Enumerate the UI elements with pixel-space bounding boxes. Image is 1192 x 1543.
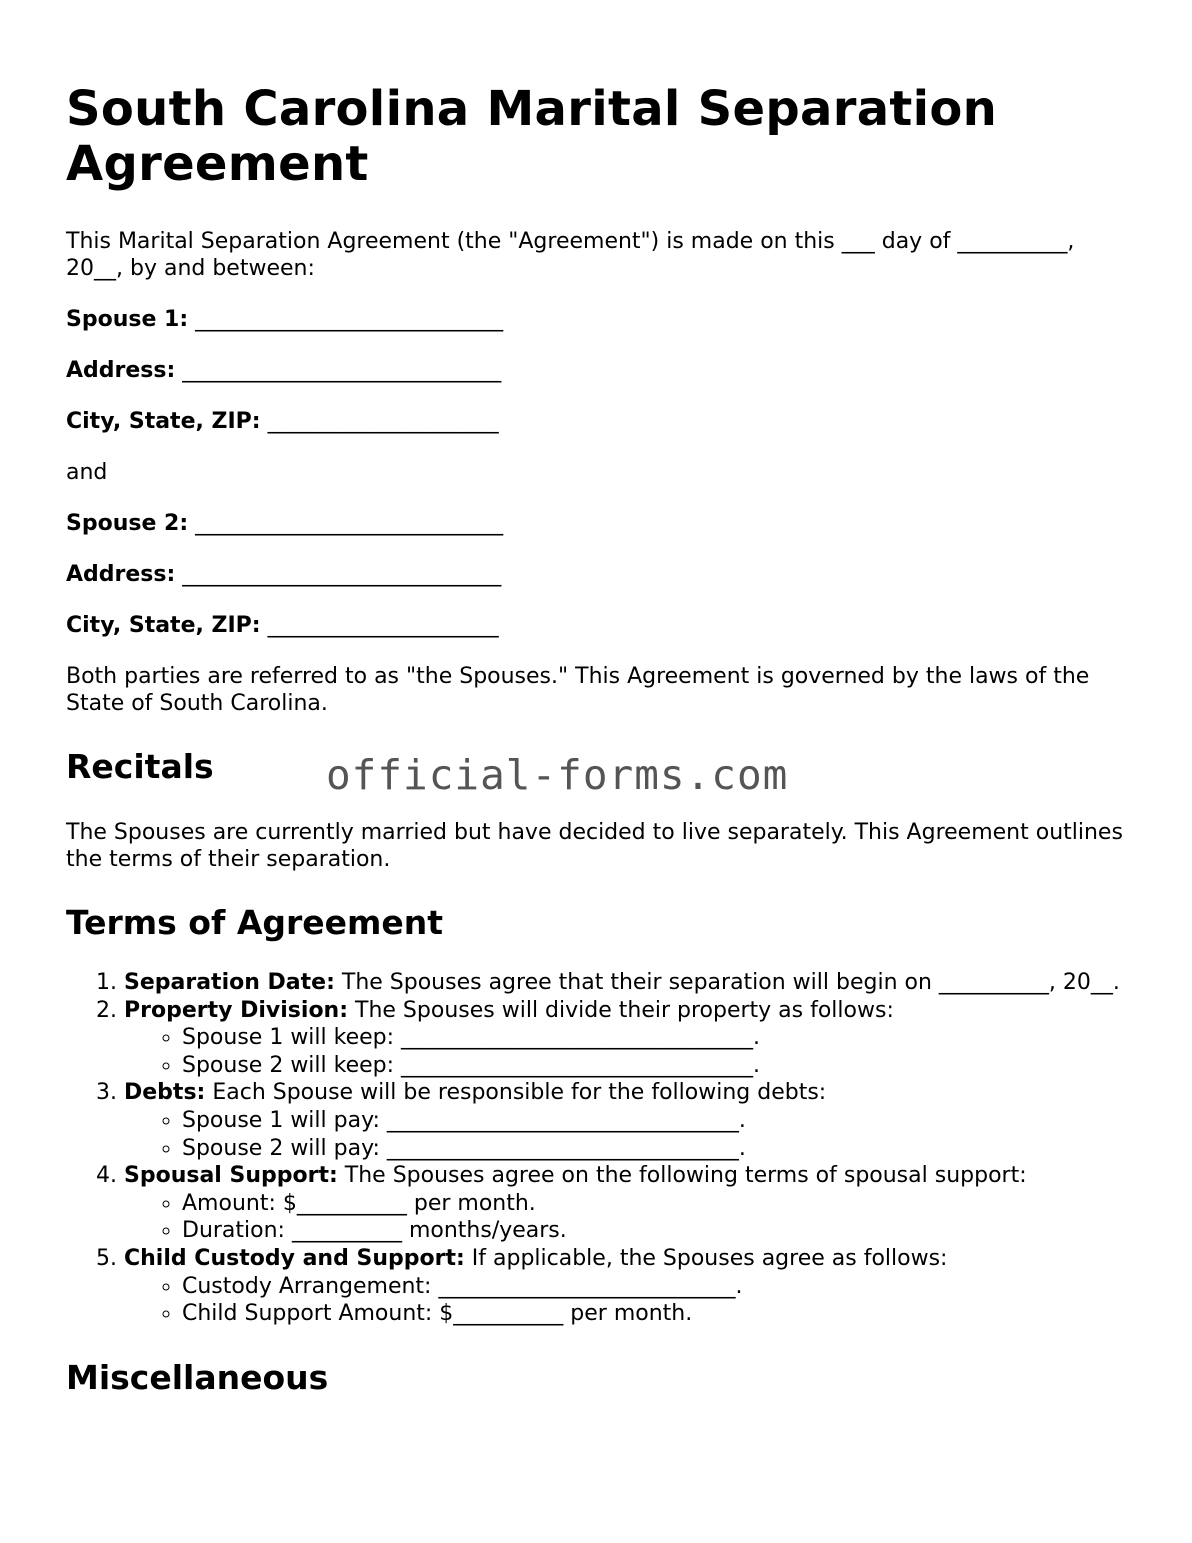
subitem: ◦ Spouse 2 will pay: ________________________________. (182, 1135, 1126, 1163)
spouse2-address-blank: _____________________________ (182, 562, 502, 587)
term-label: Separation Date: (124, 970, 335, 995)
subitem: ◦ Child Support Amount: $__________ per month. (182, 1300, 1126, 1328)
spouse1-city-field (66, 408, 1126, 435)
term-item-property-division (124, 997, 1126, 1080)
spouse2-city-label: City, State, ZIP: (66, 613, 261, 638)
term-item-child-custody (124, 1245, 1126, 1328)
and-text: and (66, 460, 108, 485)
spouse1-name-blank: ____________________________ (195, 307, 504, 332)
spouse1-address-label: Address: (66, 358, 176, 383)
spouse2-name-label: Spouse 2: (66, 511, 189, 536)
term-subitems (124, 1107, 1126, 1162)
term-subitems (124, 1190, 1126, 1245)
term-text: The Spouses agree that their separation will begin on __________, 20__. (334, 970, 1120, 995)
term-label: Child Custody and Support: (124, 1245, 465, 1271)
terms-heading: Terms of Agreement (66, 903, 444, 942)
document-page (66, 82, 1126, 1398)
spouse1-name-label: Spouse 1: (66, 307, 189, 332)
subitem: ◦ Custody Arrangement: ___________________________. (182, 1273, 1126, 1301)
misc-heading: Miscellaneous (66, 1357, 329, 1397)
term-label: Spousal Support: (124, 1163, 338, 1189)
recitals-heading: Recitals (66, 747, 214, 786)
intro-paragraph: This Marital Separation Agreement (the "Agreement") is made on this ___ day of __________, 20__, by and between: (66, 229, 1075, 281)
term-text: The Spouses agree on the following terms of spousal support: (337, 1163, 1027, 1189)
term-item-debts (124, 1079, 1126, 1162)
terms-list (66, 969, 1126, 1328)
subitem: ◦ Spouse 1 will pay: ________________________________. (182, 1107, 1126, 1135)
term-label: Debts: (124, 1080, 206, 1106)
spouse2-name-blank: ____________________________ (195, 511, 504, 536)
subitem: ◦ Spouse 2 will keep: ________________________________. (182, 1052, 1126, 1080)
recitals-paragraph: The Spouses are currently married but have decided to live separately. This Agreement outlines the terms of their separation. (66, 820, 1123, 872)
spouse2-name-field (66, 510, 1126, 537)
term-subitems (124, 1273, 1126, 1328)
subitem: ◦ Duration: __________ months/years. (182, 1217, 1126, 1245)
term-text: If applicable, the Spouses agree as follows: (464, 1245, 948, 1271)
spouse2-city-field (66, 612, 1126, 639)
spouse1-address-field (66, 357, 1126, 384)
spouse2-address-label: Address: (66, 562, 176, 587)
parties-paragraph: Both parties are referred to as "the Spouses." This Agreement is governed by the laws of the State of South Carolina. (66, 664, 1090, 716)
term-text: Each Spouse will be responsible for the following debts: (205, 1080, 827, 1106)
spouse2-city-blank: _____________________ (267, 613, 499, 638)
recitals-header-row (66, 747, 1126, 799)
subitem: ◦ Amount: $__________ per month. (182, 1190, 1126, 1218)
subitem: ◦ Spouse 1 will keep: ________________________________. (182, 1024, 1126, 1052)
spouse1-city-blank: _____________________ (267, 409, 499, 434)
term-item-spousal-support (124, 1162, 1126, 1245)
spouse1-address-blank: _____________________________ (182, 358, 502, 383)
term-item-separation-date (124, 969, 1126, 997)
watermark-text: official-forms.com (326, 751, 789, 799)
term-subitems (124, 1024, 1126, 1079)
term-text: The Spouses will divide their property as follows: (348, 997, 894, 1023)
term-label: Property Division: (124, 997, 349, 1023)
document-title: South Carolina Marital Separation Agreement (66, 81, 998, 192)
spouse2-address-field (66, 561, 1126, 588)
spouse1-name-field (66, 306, 1126, 333)
spouse1-city-label: City, State, ZIP: (66, 409, 261, 434)
